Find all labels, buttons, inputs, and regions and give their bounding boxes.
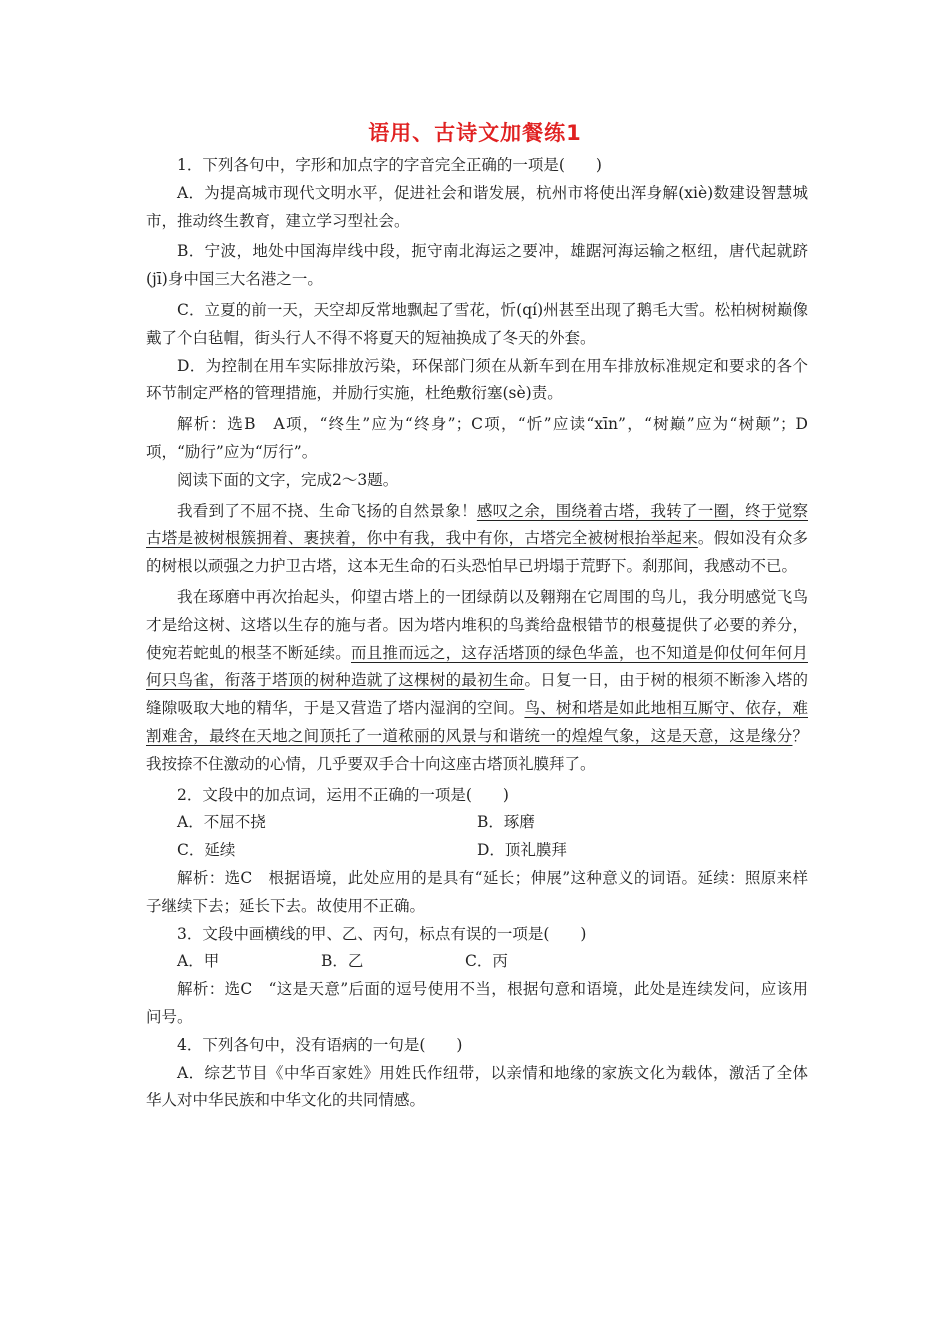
q2-option-d: D．顶礼膜拜 (477, 841, 567, 860)
q1-stem: 1．下列各句中，字形和加点字的字音完全正确的一项是( ) (177, 156, 602, 174)
q2-stem: 2．文段中的加点词，运用不正确的一项是( ) (177, 785, 509, 804)
passage-paragraph-1 (146, 498, 808, 581)
q1-option-a: A．为提高城市现代文明水平，促进社会和谐发展，杭州市将使出浑身解(xiè)数建设智慧城市，推动终生教育，建立学习型社会。 (146, 183, 808, 230)
q4-option-a: A．综艺节目《中华百家姓》用姓氏作纽带，以亲情和地缘的家族文化为载体，激活了全体华人对中华民族和中华文化的共同情感。 (146, 1063, 808, 1110)
q2-option-b: B．琢磨 (477, 813, 535, 832)
sentence-bing-underlined: 鸟、树和塔是如此地相互厮守、依存，难割难舍，最终在天地之间顶托了一道秾丽的风景与和谐统一的煌煌气象，这是天意，这是缘分 (146, 699, 808, 745)
q2-options-row-1 (146, 809, 808, 837)
q1-option-b: B．宁波，地处中国海岸线中段，扼守南北海运之要冲，雄踞河海运输之枢纽，唐代起就跻(jī)身中国三大名港之一。 (146, 242, 808, 289)
q3-option-a: A．甲 (177, 952, 220, 971)
q1-option-c: C．立夏的前一天，天空却反常地飘起了雪花，忻(qí)州甚至出现了鹅毛大雪。松柏树树巅像戴了个白毡帽，街头行人不得不将夏天的短袖换成了冬天的外套。 (146, 300, 808, 347)
q2-analysis: 解析：选C 根据语境，此处应用的是具有“延长；伸展”这种意义的词语。延续：照原来样子继续下去；延长下去。故使用不正确。 (146, 868, 808, 915)
page-title: 语用、古诗文加餐练1 (368, 121, 582, 145)
passage-p2-part-a: 我在琢磨中再次抬起头，仰望古塔上的一团绿荫以及翱翔在它周围的鸟儿，我分明感觉飞鸟才是给这树、这塔以生存的施与者。因为塔内堆积的鸟粪给盘根错节的根蔓提供了必要的养分，使宛若蛇虬的根茎不断延续。 (146, 587, 808, 662)
q4-stem: 4．下列各句中，没有语病的一句是( ) (177, 1035, 463, 1054)
q1-analysis: 解析：选B A项，“终生”应为“终身”；C项，“忻”应读“xīn”，“树巅”应为“树颠”；D项，“励行”应为“厉行”。 (146, 415, 808, 461)
q1-option-d: D．为控制在用车实际排放污染，环保部门须在从新车到在用车排放标准规定和要求的各个环节制定严格的管理措施，并励行实施，杜绝敷衍塞(sè)责。 (146, 356, 808, 403)
q3-options-row (146, 948, 808, 976)
q3-stem: 3．文段中画横线的甲、乙、丙句，标点有误的一项是( ) (177, 924, 587, 943)
passage-paragraph-2 (146, 584, 808, 779)
document-body (146, 152, 808, 1115)
q2-options-row-2 (146, 837, 808, 865)
q2-option-c: C．延续 (177, 841, 236, 860)
q3-analysis: 解析：选C “这是天意”后面的逗号使用不当，根据句意和语境，此处是连续发问，应该用问号。 (146, 980, 808, 1026)
sentence-jia-underlined: 感叹之余，围绕着古塔，我转了一圈，终于觉察古塔是被树根簇拥着、裹挟着，你中有我，我中有你，古塔完全被树根抬举起来 (146, 501, 808, 548)
passage-p2-part-b: 。日复一日，由于树的根须不断渗入塔的缝隙吸取大地的精华，于是又营造了塔内湿润的空间。 (146, 671, 808, 718)
passage-p1-part-a: 我看到了不屈不挠、生命飞扬的自然景象！ (177, 501, 477, 520)
q2-option-a: A．不屈不挠 (177, 813, 266, 832)
q3-option-b: B．乙 (321, 952, 364, 971)
passage-p2-part-c: ？我按捺不住激动的心情，几乎要双手合十向这座古塔顶礼膜拜了。 (146, 726, 808, 773)
q3-option-c: C．丙 (465, 952, 508, 971)
sentence-yi-underlined: 而且推而远之，这存活塔顶的绿色华盖，也不知道是仰仗何年何月何只鸟雀，衔落于塔顶的树种造就了这棵树的最初生命 (146, 643, 808, 690)
passage-p1-part-b: 。假如没有众多的树根以顽强之力护卫古塔，这本无生命的石头恐怕早已坍塌于荒野下。刹那间，我感动不已。 (146, 529, 808, 576)
passage-intro: 阅读下面的文字，完成2～3题。 (177, 470, 399, 489)
